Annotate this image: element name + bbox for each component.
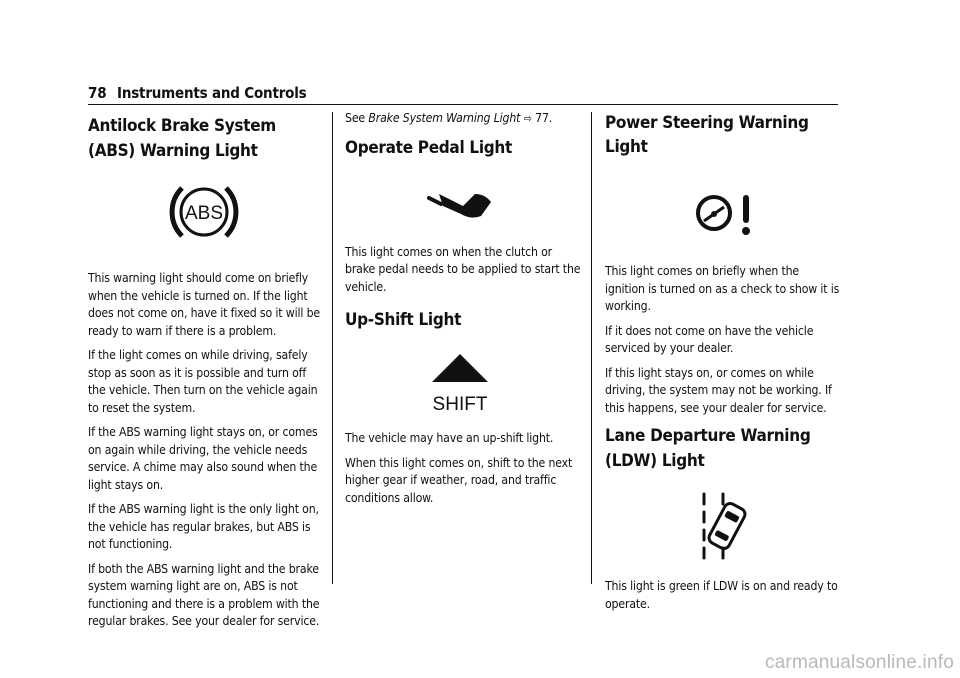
abs-paragraph: This warning light should come on briefly when the vehicle is turned on. If the light does not come on, have it fixed so it will be ready to warn if there is a problem. bbox=[88, 271, 321, 338]
abs-heading: Antilock Brake System (ABS) Warning Light bbox=[88, 116, 276, 161]
column-divider-left bbox=[332, 112, 333, 584]
abs-paragraph: If the ABS warning light stays on, or comes on again while driving, the vehicle needs service. A chime may also sound when the light stays on. bbox=[88, 425, 318, 492]
abs-paragraph: If both the ABS warning light and the brake system warning light are on, ABS is not functioning and there is a problem with the regular brakes. See your dealer for service. bbox=[88, 561, 320, 628]
power-steering-heading: Power Steering Warning Light bbox=[605, 113, 809, 157]
abs-warning-icon bbox=[88, 178, 324, 270]
lane-departure-icon bbox=[605, 482, 841, 578]
see-prefix: See bbox=[345, 111, 366, 125]
page-number: 78 bbox=[88, 84, 107, 102]
column-abs bbox=[88, 110, 324, 638]
abs-paragraph: If the ABS warning light is the only light on, the vehicle has regular brakes, but ABS is not functioning. bbox=[88, 502, 319, 551]
see-ref-page[interactable]: 77. bbox=[535, 111, 553, 125]
column-pedal-shift bbox=[345, 110, 581, 514]
header-rule bbox=[88, 104, 838, 105]
operate-pedal-heading: Operate Pedal Light bbox=[345, 137, 513, 158]
abs-icon-label: ABS bbox=[184, 203, 224, 224]
upshift-paragraph: The vehicle may have an up-shift light. bbox=[345, 431, 554, 445]
upshift-icon-label: SHIFT bbox=[432, 394, 488, 415]
column-steering-ldw bbox=[605, 110, 841, 620]
upshift-icon bbox=[345, 338, 581, 430]
steering-wheel-warning-icon bbox=[605, 171, 841, 263]
power-steering-paragraph: This light comes on briefly when the ignition is turned on as a check to show it is working. bbox=[605, 264, 840, 313]
operate-pedal-paragraph: This light comes on when the clutch or brake pedal needs to be applied to start the vehicle. bbox=[345, 244, 581, 294]
power-steering-paragraph: If it does not come on have the vehicle serviced by your dealer. bbox=[605, 323, 814, 355]
page-ref-arrow-icon: ⇨ bbox=[523, 112, 532, 125]
column-divider-right bbox=[591, 112, 592, 584]
pedal-foot-icon bbox=[345, 166, 581, 244]
see-ref-title[interactable]: Brake System Warning Light bbox=[368, 111, 521, 125]
abs-paragraph: If the light comes on while driving, safely stop as soon as it is possible and turn off the vehicle. Then turn on the vehicle again to reset the system. bbox=[88, 348, 318, 415]
chapter-title: Instruments and Controls bbox=[117, 84, 307, 102]
page-header bbox=[88, 84, 836, 102]
ldw-heading: Lane Departure Warning (LDW) Light bbox=[605, 426, 811, 471]
ldw-paragraph: This light is green if LDW is on and ready to operate. bbox=[605, 579, 838, 611]
see-reference bbox=[345, 110, 581, 128]
upshift-paragraph: When this light comes on, shift to the next higher gear if weather, road, and traffic conditions allow. bbox=[345, 455, 573, 505]
upshift-heading: Up-Shift Light bbox=[345, 310, 462, 330]
watermark: carmanualsonline.info bbox=[764, 652, 954, 673]
power-steering-paragraph: If this light stays on, or comes on while driving, the system may not be working. If this happens, see your dealer for service. bbox=[605, 365, 832, 415]
